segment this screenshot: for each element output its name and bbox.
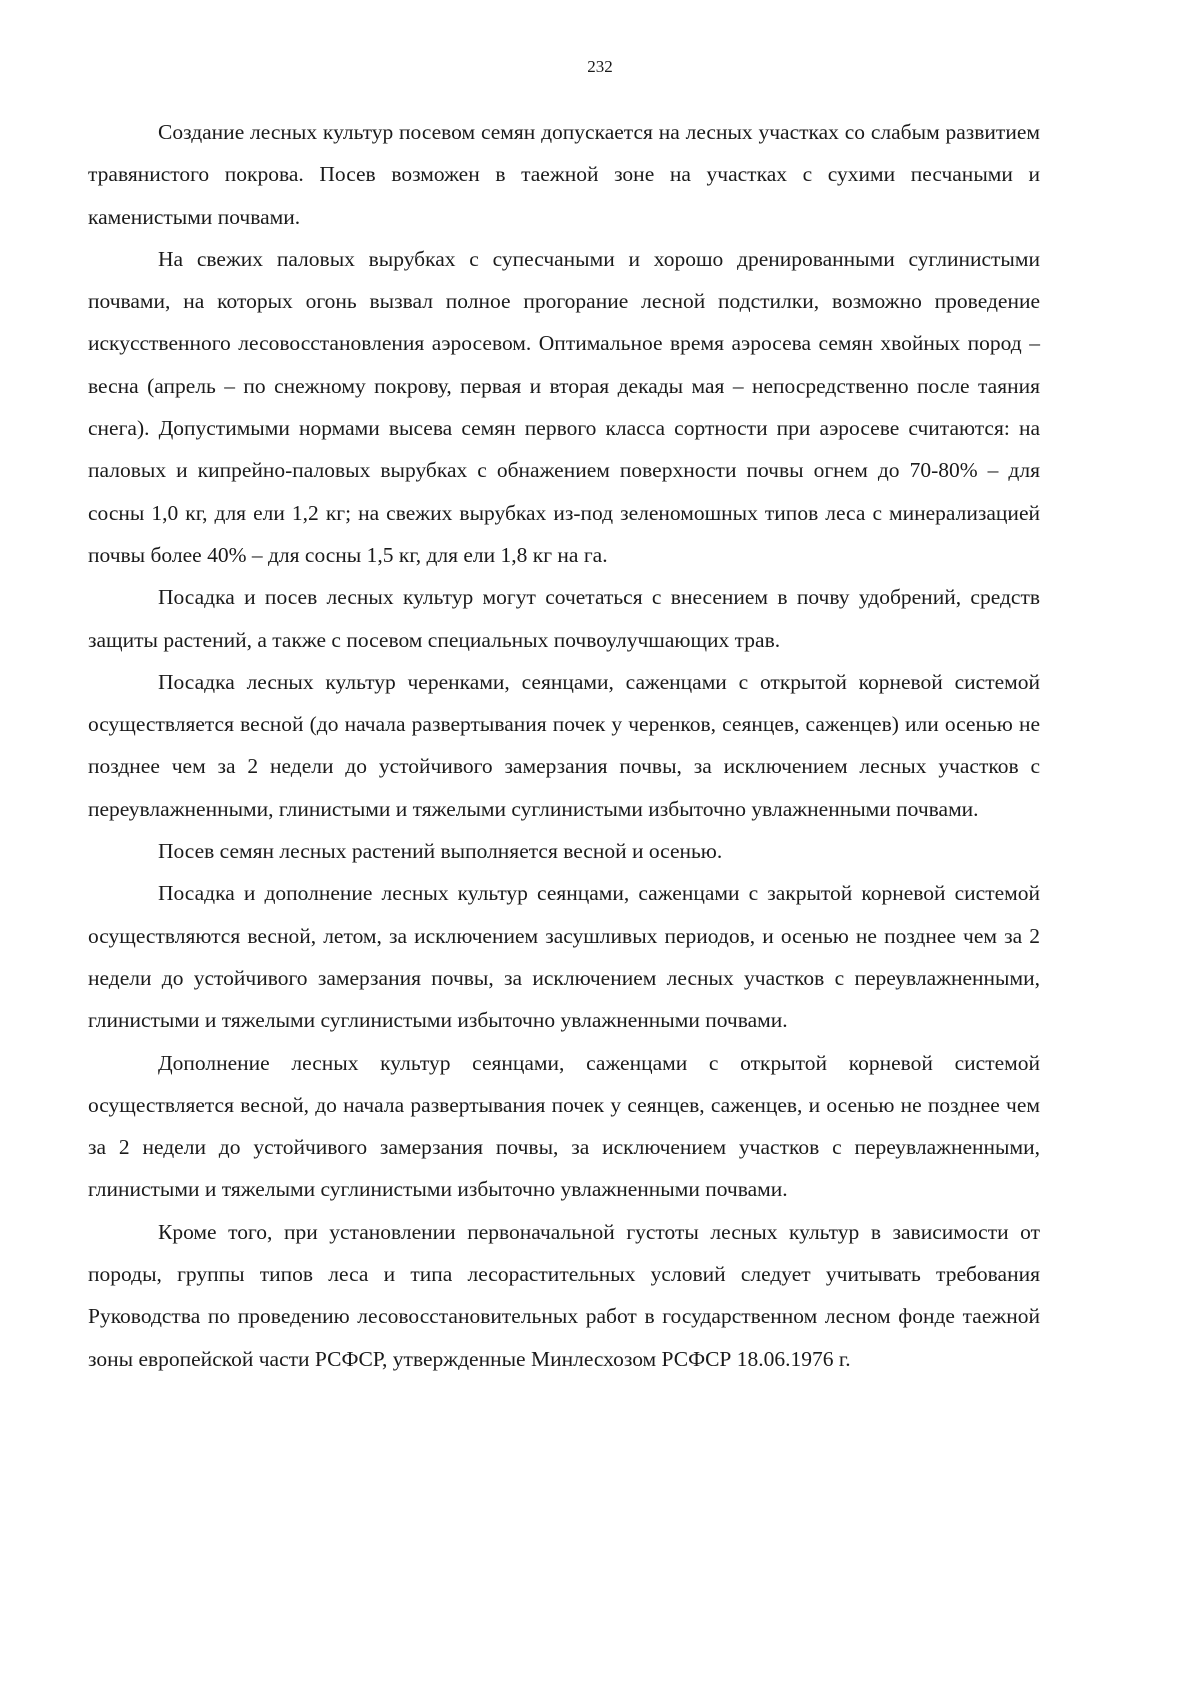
paragraph-fertilizers: Посадка и посев лесных культур могут сочетаться с внесением в почву удобрений, средств защиты растений, а также с посевом специальных почвоулучшающих трав. [88,585,1040,652]
paragraph-sowing-conditions: Создание лесных культур посевом семян допускается на лесных участках со слабым развитием травянистого покрова. Посев возможен в таежной зоне на участках с сухими песчаными и каменистыми почвами. [88,120,1040,229]
document-body [88,111,1040,1380]
paragraph-closed-root-planting: Посадка и дополнение лесных культур сеянцами, саженцами с закрытой корневой системой осуществляются весной, летом, за исключением засушливых периодов, и осенью не позднее чем за 2 недели до устойчивого замерзания почвы, за исключением лесных участков с переувлажненными, глинистыми и тяжелыми суглинистыми избыточно увлажненными почвами. [88,881,1040,1033]
paragraph-open-root-planting: Посадка лесных культур черенками, сеянцами, саженцами с открытой корневой системой осуществляется весной (до начала развертывания почек у черенков, сеянцев, саженцев) или осенью не позднее чем за 2 недели до устойчивого замерзания почвы, за исключением лесных участков с переувлажненными, глинистыми и тяжелыми суглинистыми избыточно увлажненными почвами. [88,669,1040,821]
page-number: 232 [587,57,613,76]
paragraph-initial-density: Кроме того, при установлении первоначальной густоты лесных культур в зависимости от породы, группы типов леса и типа лесорастительных условий следует учитывать требования Руководства по проведению лесовосстановительных работ в государственном лесном фонде таежной зоны европейской части РСФСР, утвержденные Минлесхозом РСФСР 18.06.1976 г. [88,1219,1040,1371]
paragraph-aerial-sowing: На свежих паловых вырубках с супесчаными и хорошо дренированными суглинистыми почвами, на которых огонь вызвал полное прогорание лесной подстилки, возможно проведение искусственного лесовосстановления аэросевом. Оптимальное время аэросева семян хвойных пород – весна (апрель – по снежному покрову, первая и вторая декады мая – непосредственно после таяния снега). Допустимыми нормами высева семян первого класса сортности при аэросеве считаются: на паловых и кипрейно-паловых вырубках с обнажением поверхности почвы огнем до 70-80% – для сосны 1,0 кг, для ели 1,2 кг; на свежих вырубках из-под зеленомошных типов леса с минерализацией почвы более 40% – для сосны 1,5 кг, для ели 1,8 кг на га. [88,246,1040,567]
paragraph-open-root-supplement: Дополнение лесных культур сеянцами, саженцами с открытой корневой системой осуществляется весной, до начала развертывания почек у сеянцев, саженцев, и осенью не позднее чем за 2 недели до устойчивого замерзания почвы, за исключением участков с переувлажненными, глинистыми и тяжелыми суглинистыми избыточно увлажненными почвами. [88,1050,1040,1202]
paragraph-seed-sowing-season: Посев семян лесных растений выполняется весной и осенью. [158,839,723,864]
